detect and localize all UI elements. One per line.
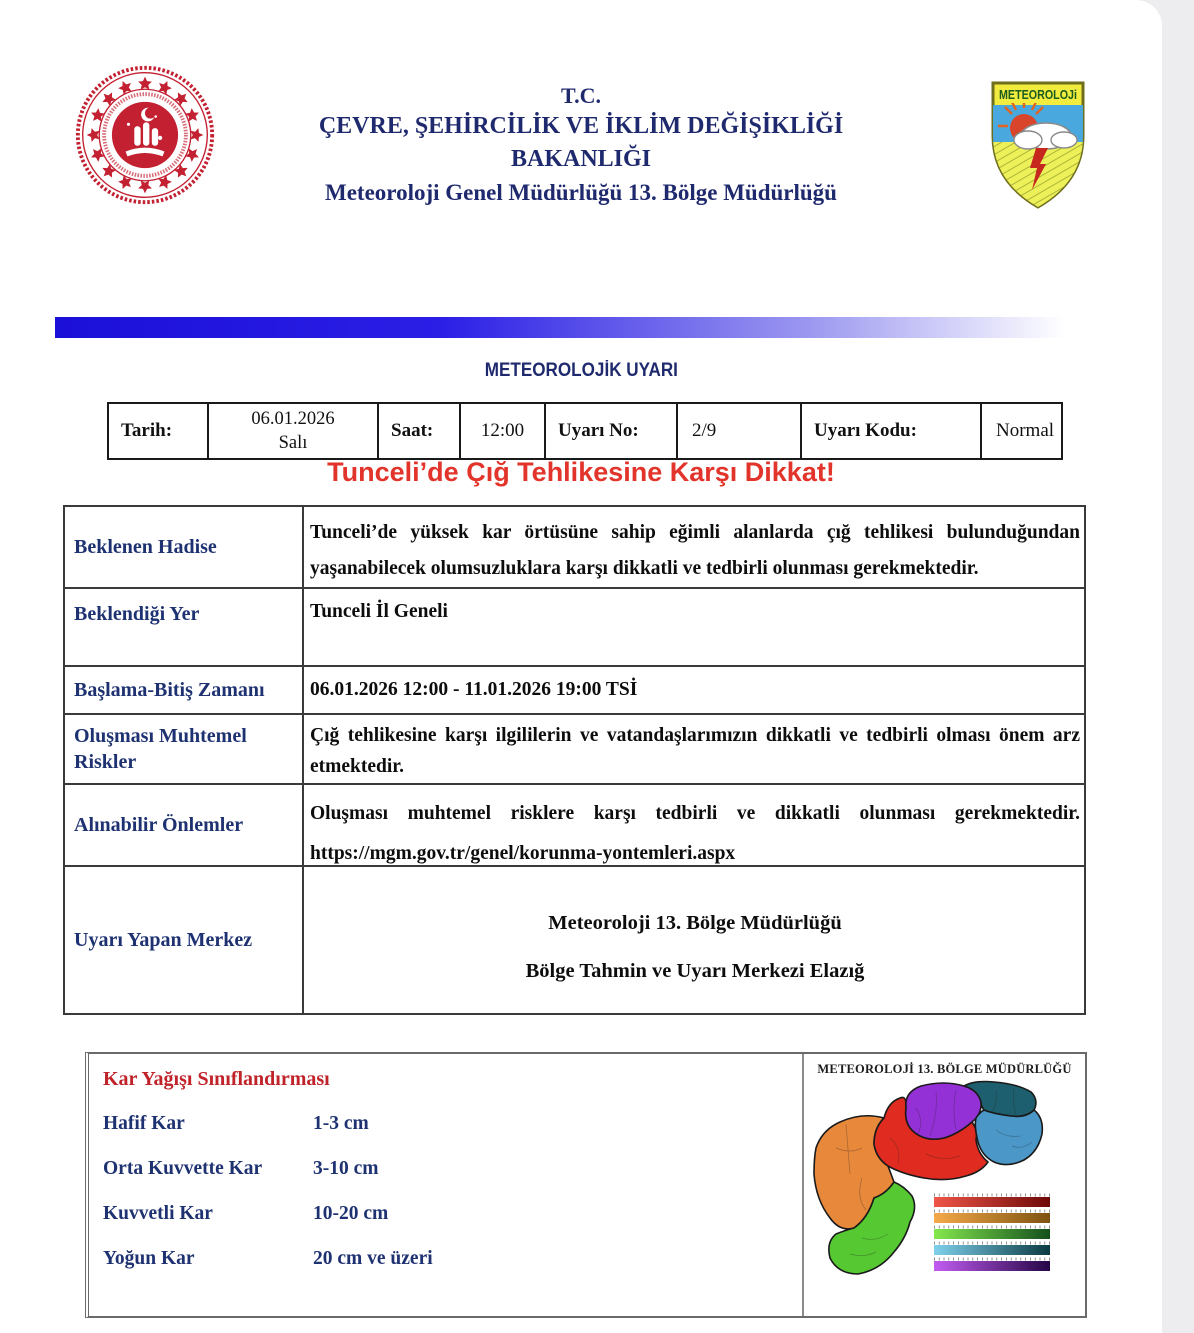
snow-classification-pane <box>89 1054 802 1316</box>
snow-classification-title: Kar Yağışı Sınıflandırması <box>103 1068 330 1090</box>
header-tc: T.C. <box>561 83 601 108</box>
row-label-beklenen-hadise: Beklenen Hadise <box>74 536 217 558</box>
shield-title: METEOROLOJi <box>999 87 1077 102</box>
tarih-value <box>207 404 377 458</box>
snow-classification-and-map-box <box>85 1052 1087 1318</box>
snow-class-value: 20 cm ve üzeri <box>313 1248 433 1269</box>
saat-value: 12:00 <box>459 404 544 458</box>
row-content-muhtemel-riskler: Çığ tehlikesine karşı ilgililerin ve vatandaşlarımızın dikkatli ve tedbirli olması önem arz etmektedir. <box>302 713 1084 783</box>
tarih-label: Tarih: <box>121 420 173 441</box>
uyari-kodu-value: Normal <box>980 404 1065 458</box>
legend-bar-green <box>934 1229 1050 1239</box>
uyari-kodu-label: Uyarı Kodu: <box>800 404 980 458</box>
list-item <box>103 1248 802 1270</box>
issuing-center-line1: Meteoroloji 13. Bölge Müdürlüğü <box>548 912 842 934</box>
legend-bar-orange <box>934 1213 1050 1223</box>
row-label-uyari-yapan-merkez: Uyarı Yapan Merkez <box>65 865 302 1013</box>
row-content-beklendigi-yer: Tunceli İl Geneli <box>302 587 1084 665</box>
issuing-center-line2: Bölge Tahmin ve Uyarı Merkezi Elazığ <box>525 960 865 982</box>
tarih-date: 06.01.2026 <box>251 409 335 429</box>
snow-class-label: Yoğun Kar <box>103 1248 195 1269</box>
protection-methods-url[interactable]: https://mgm.gov.tr/genel/korunma-yontemleri.aspx <box>310 843 736 864</box>
snow-class-label: Kuvvetli Kar <box>103 1203 213 1224</box>
row-label-baslama-bitis: Başlama-Bitiş Zamanı <box>65 665 302 713</box>
legend-bar-red <box>934 1197 1050 1207</box>
row-label-beklendigi-yer: Beklendiği Yer <box>65 587 302 665</box>
list-item <box>103 1113 802 1135</box>
alert-headline: Tunceli’de Çığ Tehlikesine Karşı Dikkat! <box>327 457 835 487</box>
list-item <box>103 1158 802 1180</box>
meteorology-shield-icon <box>986 78 1090 212</box>
blue-gradient-bar <box>55 317 1130 338</box>
banner-title <box>0 360 1162 382</box>
row-content-uyari-yapan-merkez <box>302 865 1084 1013</box>
document-header <box>231 82 931 209</box>
header-ministry-line1: ÇEVRE, ŞEHİRCİLİK VE İKLİM DEĞİŞİKLİĞİ <box>318 113 844 139</box>
snow-class-label: Orta Kuvvette Kar <box>103 1158 263 1179</box>
header-department: Meteoroloji Genel Müdürlüğü 13. Bölge Müdürlüğü <box>325 180 837 205</box>
legend-bar-purple <box>934 1261 1050 1271</box>
snow-class-value: 10-20 cm <box>313 1203 389 1224</box>
row-content-alinabilir-onlemler <box>302 783 1084 865</box>
warning-detail-table <box>63 505 1086 1015</box>
onlemler-text: Oluşması muhtemel risklere karşı tedbirli ve dikkatli olunması gerekmektedir. <box>310 803 1080 824</box>
row-content-baslama-bitis: 06.01.2026 12:00 - 11.01.2026 19:00 TSİ <box>302 665 1084 713</box>
snow-class-label: Hafif Kar <box>103 1113 185 1134</box>
snow-class-value: 3-10 cm <box>313 1158 379 1179</box>
map-region-east <box>975 1110 1042 1165</box>
saat-label: Saat: <box>377 404 459 458</box>
color-scale-legend <box>934 1195 1050 1271</box>
tarih-day: Salı <box>278 433 308 453</box>
warning-info-table <box>107 402 1063 460</box>
legend-bar-blue <box>934 1245 1050 1255</box>
row-label-alinabilir-onlemler: Alınabilir Önlemler <box>65 783 302 865</box>
region-map-pane <box>802 1054 1085 1316</box>
ministry-seal-icon <box>72 62 218 208</box>
snow-class-value: 1-3 cm <box>313 1113 369 1134</box>
uyari-no-value: 2/9 <box>676 404 800 458</box>
banner-title-text: METEOROLOJİK UYARI <box>484 360 678 381</box>
header-ministry-line2: BAKANLIĞI <box>510 146 652 172</box>
region-map <box>806 1078 1082 1312</box>
region-map-title: METEOROLOJİ 13. BÖLGE MÜDÜRLÜĞÜ <box>817 1062 1072 1076</box>
row-label-muhtemel-riskler: Oluşması Muhtemel Riskler <box>65 713 302 783</box>
list-item <box>103 1203 802 1225</box>
row-content-beklenen-hadise: Tunceli’de yüksek kar örtüsüne sahip eğimli alanlarda çığ tehlikesi bulunduğundan yaşanabilecek olumsuzluklara karşı dikkatli ve tedbirli olunması gerekmektedir. <box>302 507 1084 587</box>
uyari-no-label: Uyarı No: <box>544 404 676 458</box>
